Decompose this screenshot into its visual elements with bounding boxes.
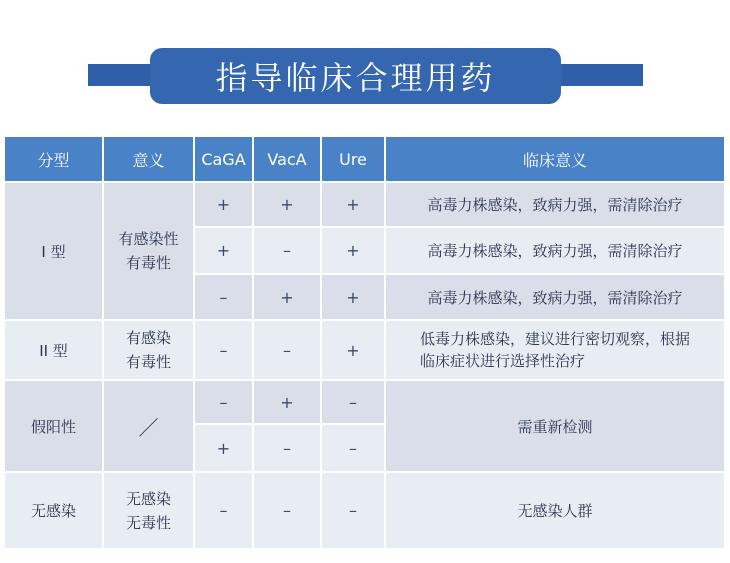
clinical-line: 临床症状进行选择性治疗 [420,352,586,370]
clinical-cell: 高毒力株感染，致病力强，需清除治疗 [385,227,725,274]
meaning-line: 有毒性 [125,254,171,272]
clinical-cell: 需重新检测 [385,380,725,472]
meaning-cell [103,320,194,380]
clinical-line: 低毒力株感染，建议进行密切观察，根据 [420,330,691,348]
clinical-cell [385,320,725,380]
caga-cell: + [194,227,253,274]
table-row [4,320,725,380]
header-ure: Ure [321,136,385,182]
vaca-cell: + [253,380,321,424]
table-row [4,472,725,549]
meaning-cell: ／ [103,380,194,472]
ure-cell: – [321,472,385,549]
table-row [4,380,725,424]
meaning-cell [103,472,194,549]
table-row [4,182,725,227]
meaning-line: 无感染 [125,489,171,508]
caga-cell: – [194,380,253,424]
ure-cell: + [321,227,385,274]
ure-cell: + [321,320,385,380]
vaca-cell: – [253,227,321,274]
clinical-cell: 高毒力株感染，致病力强，需清除治疗 [385,274,725,320]
ure-cell: + [321,274,385,320]
vaca-cell: – [253,424,321,472]
meaning-line: 有毒性 [125,353,171,371]
caga-cell: – [194,274,253,320]
meaning-cell [103,182,194,320]
vaca-cell: + [253,274,321,320]
type-cell: 无感染 [4,472,103,549]
caga-cell: + [194,182,253,227]
clinical-cell: 高毒力株感染，致病力强，需清除治疗 [385,182,725,227]
caga-cell: + [194,424,253,472]
title-banner [150,48,561,104]
header-vaca: VacA [253,136,321,182]
header-clinical: 临床意义 [385,136,725,182]
table-header-row [4,136,725,182]
header-type: 分型 [4,136,103,182]
type-cell: 假阳性 [4,380,103,472]
type-cell: I 型 [4,182,103,320]
header-meaning: 意义 [103,136,194,182]
clinical-cell: 无感染人群 [385,472,725,549]
meaning-line: 有感染 [125,329,171,347]
meaning-line: 有感染性 [118,230,179,248]
typing-table [3,135,726,550]
caga-cell: – [194,472,253,549]
meaning-line: 无毒性 [125,513,171,532]
vaca-cell: – [253,472,321,549]
header-caga: CaGA [194,136,253,182]
ure-cell: – [321,380,385,424]
type-cell: II 型 [4,320,103,380]
ure-cell: + [321,182,385,227]
caga-cell: – [194,320,253,380]
vaca-cell: + [253,182,321,227]
vaca-cell: – [253,320,321,380]
ure-cell: – [321,424,385,472]
page-title: 指导临床合理用药 [215,59,496,97]
